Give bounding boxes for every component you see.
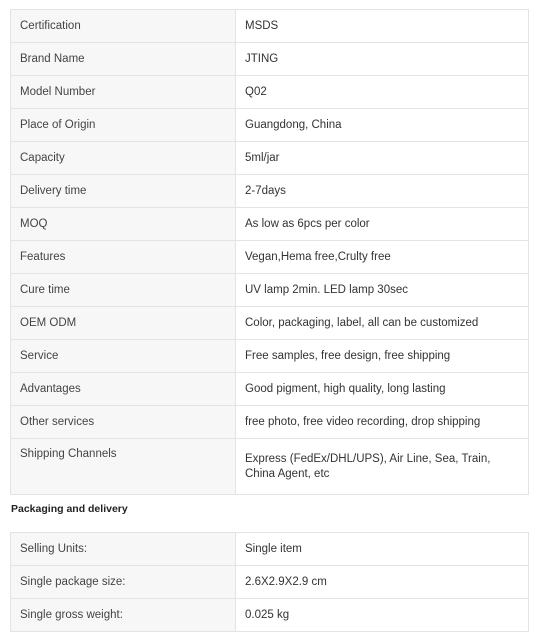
attribute-label: Brand Name xyxy=(11,43,236,76)
attribute-value: Free samples, free design, free shipping xyxy=(236,340,529,373)
packaging-label: Single gross weight: xyxy=(11,599,236,632)
attribute-value: Good pigment, high quality, long lasting xyxy=(236,373,529,406)
packaging-section-heading: Packaging and delivery xyxy=(11,503,128,515)
attribute-label: Other services xyxy=(11,406,236,439)
attribute-label: MOQ xyxy=(11,208,236,241)
table-row xyxy=(11,533,529,566)
table-row xyxy=(11,340,529,373)
table-row xyxy=(11,307,529,340)
table-row xyxy=(11,43,529,76)
attribute-value: free photo, free video recording, drop shipping xyxy=(236,406,529,439)
packaging-value: 2.6X2.9X2.9 cm xyxy=(236,566,529,599)
attribute-label: Capacity xyxy=(11,142,236,175)
attribute-label: Shipping Channels xyxy=(11,439,236,495)
attribute-label: Features xyxy=(11,241,236,274)
attribute-value: Vegan,Hema free,Crulty free xyxy=(236,241,529,274)
table-row xyxy=(11,566,529,599)
attribute-label: Place of Origin xyxy=(11,109,236,142)
attribute-label: Certification xyxy=(11,10,236,43)
table-row xyxy=(11,208,529,241)
table-row xyxy=(11,10,529,43)
attribute-value: JTING xyxy=(236,43,529,76)
attribute-label: Service xyxy=(11,340,236,373)
packaging-label: Single package size: xyxy=(11,566,236,599)
attribute-value: As low as 6pcs per color xyxy=(236,208,529,241)
table-row xyxy=(11,142,529,175)
table-row xyxy=(11,599,529,632)
table-row xyxy=(11,109,529,142)
product-attributes-table xyxy=(10,9,529,495)
attribute-value: Q02 xyxy=(236,76,529,109)
attribute-label: Cure time xyxy=(11,274,236,307)
table-row xyxy=(11,175,529,208)
table-row xyxy=(11,274,529,307)
attribute-value: UV lamp 2min. LED lamp 30sec xyxy=(236,274,529,307)
table-row xyxy=(11,241,529,274)
packaging-value: Single item xyxy=(236,533,529,566)
attribute-label: Delivery time xyxy=(11,175,236,208)
attribute-value: Color, packaging, label, all can be customized xyxy=(236,307,529,340)
attribute-label: Model Number xyxy=(11,76,236,109)
attribute-value: Guangdong, China xyxy=(236,109,529,142)
table-row xyxy=(11,373,529,406)
table-row xyxy=(11,76,529,109)
table-row xyxy=(11,439,529,495)
packaging-delivery-table xyxy=(10,532,529,632)
attribute-value: Express (FedEx/DHL/UPS), Air Line, Sea, Train, China Agent, etc xyxy=(236,439,529,495)
attribute-label: OEM ODM xyxy=(11,307,236,340)
table-row xyxy=(11,406,529,439)
packaging-label: Selling Units: xyxy=(11,533,236,566)
attribute-value: 5ml/jar xyxy=(236,142,529,175)
attribute-label: Advantages xyxy=(11,373,236,406)
attribute-value: 2-7days xyxy=(236,175,529,208)
packaging-value: 0.025 kg xyxy=(236,599,529,632)
attribute-value: MSDS xyxy=(236,10,529,43)
